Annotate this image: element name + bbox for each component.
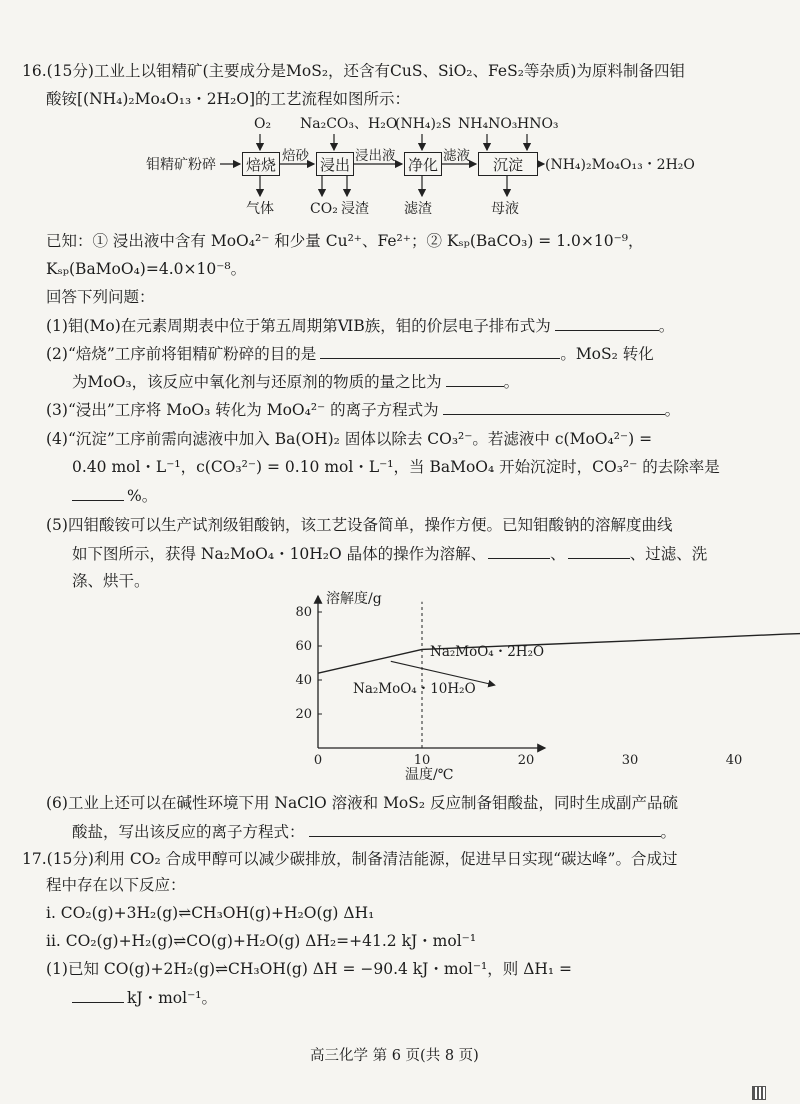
- flow-start: 钼精矿粉碎: [146, 157, 216, 173]
- q17-line2: 程中存在以下反应：: [46, 876, 186, 894]
- q16-p4c-text: %。: [127, 487, 158, 505]
- q17-p1a: (1)已知 CO(g)+2H₂(g)⇌CH₃OH(g) ΔH = −90.4 kJ・mol⁻¹，则 ΔH₁ =: [46, 960, 573, 978]
- q16-p6a: (6)工业上还可以在碱性环境下用 NaClO 溶液和 MoS₂ 反应制备钼酸盐，同时生成副产品硫: [46, 794, 679, 812]
- y-tick-label: 40: [295, 673, 312, 688]
- q16-p1-text: (1)钼(Mo)在元素周期表中位于第五周期第ⅥB族，钼的价层电子排布式为: [46, 317, 551, 335]
- q16-p6-blank[interactable]: [309, 824, 661, 837]
- q16-p2a-text: (2)“焙烧”工序前将钼精矿粉碎的目的是: [46, 345, 317, 363]
- q16-p5b3-text: 、过滤、洗: [629, 545, 708, 563]
- q16-line1: 16.(15分)工业上以钼精矿(主要成分是MoS₂，还含有CuS、SiO₂、FeS₂等杂质)为原料制备四钼: [22, 62, 685, 80]
- q16-p5b1-text: 如下图所示，获得 Na₂MoO₄・10H₂O 晶体的操作为溶解、: [72, 545, 487, 563]
- q16-p6b: 酸盐，写出该反应的离子方程式： 。: [72, 823, 677, 841]
- x-tick-label: 10: [413, 753, 431, 768]
- q16-p4b: 0.40 mol・L⁻¹，c(CO₃²⁻) = 0.10 mol・L⁻¹，当 BaMoO₄ 开始沉淀时，CO₃²⁻ 的去除率是: [72, 458, 720, 476]
- flow-output-gas: 气体: [246, 201, 274, 217]
- q16-p1: (1)钼(Mo)在元素周期表中位于第五周期第ⅥB族，钼的价层电子排布式为 。: [46, 317, 675, 335]
- series-label-2h2o: Na₂MoO₄・2H₂O: [430, 644, 545, 660]
- flow-output-residue: 浸渣: [341, 201, 369, 217]
- q16-p6b-text: 酸盐，写出该反应的离子方程式：: [72, 823, 305, 841]
- q16-p5b2-text: 、: [550, 545, 566, 563]
- q16-p3: (3)“浸出”工序将 MoO₃ 转化为 MoO₄²⁻ 的离子方程式为 。: [46, 401, 681, 419]
- flow-output-filter-residue: 滤渣: [404, 201, 432, 217]
- q17-r1: i. CO₂(g)+3H₂(g)⇌CH₃OH(g)+H₂O(g) ΔH₁: [46, 904, 375, 922]
- q16-p5a: (5)四钼酸铵可以生产试剂级钼酸钠，该工艺设备简单，操作方便。已知钼酸钠的溶解度曲线: [46, 516, 673, 534]
- q16-answer-intro: 回答下列问题：: [46, 288, 155, 306]
- flow-input-na2co3: Na₂CO₃、H₂O: [300, 116, 398, 132]
- q16-p4a: (4)“沉淀”工序前需向滤液中加入 Ba(OH)₂ 固体以除去 CO₃²⁻。若滤液中 c(MoO₄²⁻) =: [46, 430, 653, 448]
- q16-known2: Kₛₚ(BaMoO₄)=4.0×10⁻⁸。: [46, 260, 247, 278]
- q17-p1b-text: kJ・mol⁻¹。: [127, 989, 217, 1007]
- q16-p2b-text: 。MoS₂ 转化: [560, 345, 654, 363]
- flow-output-mother-liquor: 母液: [491, 201, 519, 217]
- flow-output-co2: CO₂: [310, 201, 338, 217]
- flow-box-purify: 净化: [404, 152, 442, 176]
- q16-p2c-text: 为MoO₃，该反应中氧化剂与还原剂的物质的量之比为: [72, 373, 442, 391]
- q17-r2: ii. CO₂(g)+H₂(g)⇌CO(g)+H₂O(g) ΔH₂=+41.2 kJ・mol⁻¹: [46, 932, 477, 950]
- flow-box-roast: 焙烧: [242, 152, 280, 176]
- q17-line1: 17.(15分)利用 CO₂ 合成甲醇可以减少碳排放，制备清洁能源，促进早日实现“碳达峰”。合成过: [22, 850, 678, 868]
- flow-input-nh4s: (NH₄)₂S: [395, 116, 452, 132]
- flow-input-o2: O₂: [254, 116, 272, 132]
- y-tick-label: 80: [295, 605, 312, 620]
- flow-box-leach: 浸出: [316, 152, 354, 176]
- q17-p1b: [72, 990, 217, 1007]
- q16-line2: 酸铵[(NH₄)₂Mo₄O₁₃・2H₂O]的工艺流程如图所示：: [46, 90, 411, 108]
- series-line-10h2o: [318, 649, 422, 673]
- flow-box-precipitate: 沉淀: [478, 152, 538, 176]
- q16-p3-text: (3)“浸出”工序将 MoO₃ 转化为 MoO₄²⁻ 的离子方程式为: [46, 401, 439, 419]
- x-tick-label: 40: [725, 753, 743, 768]
- flow-input-hno3: HNO₃: [517, 116, 559, 132]
- y-tick-label: 60: [295, 639, 312, 654]
- chart-ylabel: 溶解度/g: [326, 591, 382, 607]
- y-tick-label: 20: [295, 707, 312, 722]
- q16-p5c: 涤、烘干。: [72, 572, 150, 590]
- x-tick-label: 30: [621, 753, 639, 768]
- flow-link-calcine: 焙砂: [282, 148, 309, 164]
- page-footer: 高三化学 第 6 页(共 8 页): [310, 1048, 479, 1064]
- series-label-10h2o: Na₂MoO₄・10H₂O: [353, 681, 476, 697]
- flow-link-leachate: 浸出液: [355, 148, 396, 164]
- x-tick-label: 20: [517, 753, 535, 768]
- chart-xlabel: 温度/℃: [405, 767, 454, 783]
- flow-product: (NH₄)₂Mo₄O₁₃・2H₂O: [545, 157, 695, 173]
- x-tick-label: 0: [313, 753, 323, 768]
- q16-p2c: 为MoO₃，该反应中氧化剂与还原剂的物质的量之比为 。: [72, 373, 520, 391]
- scanner-watermark-icon: [752, 1086, 766, 1100]
- q16-known1: 已知：① 浸出液中含有 MoO₄²⁻ 和少量 Cu²⁺、Fe²⁺；② Kₛₚ(BaCO₃) = 1.0×10⁻⁹，: [46, 232, 644, 250]
- flow-input-nh4no3: NH₄NO₃: [458, 116, 518, 132]
- flow-link-filtrate: 滤液: [443, 148, 470, 164]
- q17-p1-blank[interactable]: [72, 990, 124, 1003]
